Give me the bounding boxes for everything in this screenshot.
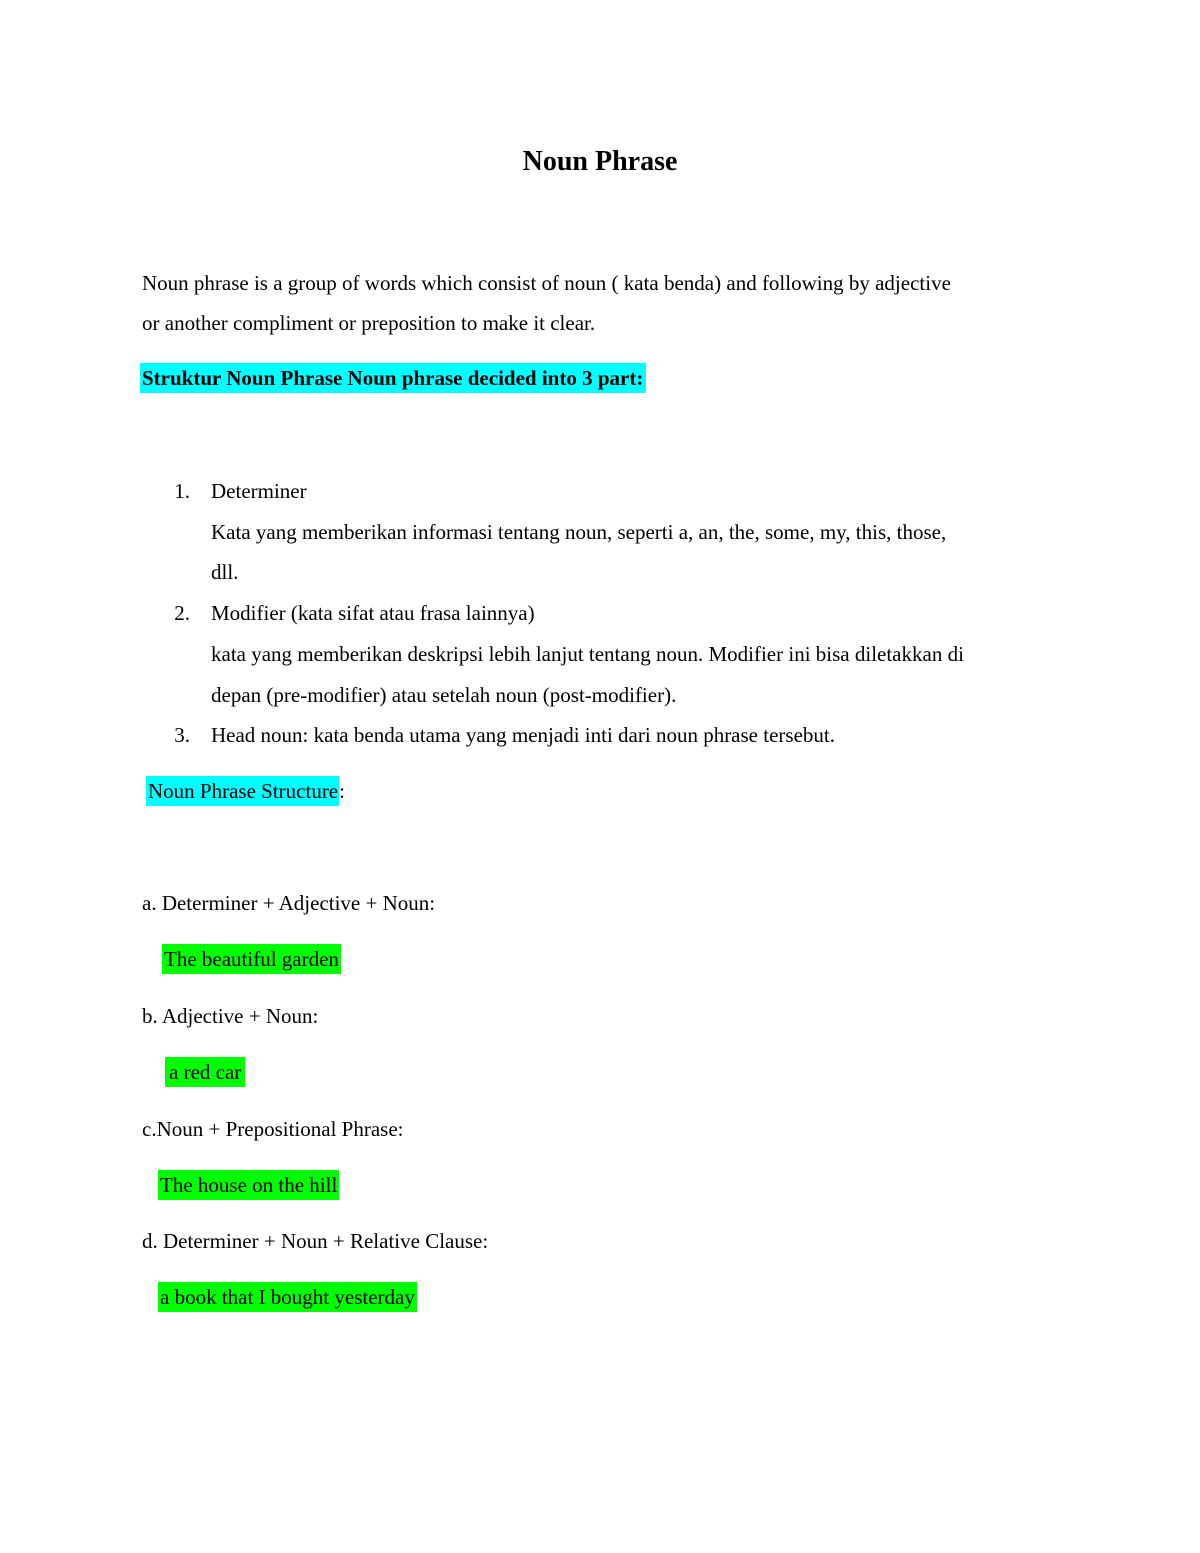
intro-line-2: or another compliment or preposition to make it clear. <box>142 311 596 335</box>
section2-heading-colon: : <box>339 779 345 803</box>
list-item-2-desc-1: kata yang memberikan deskripsi lebih lanjut tentang noun. Modifier ini bisa diletakkan di <box>211 642 964 666</box>
section-heading-structure <box>140 364 646 392</box>
page-title: Noun Phrase <box>522 146 678 177</box>
pattern-d-example <box>158 1283 417 1311</box>
example-text: The beautiful garden <box>162 944 341 974</box>
pattern-d-label: d. Determiner + Noun + Relative Clause: <box>142 1229 489 1253</box>
pattern-c-example <box>158 1171 339 1199</box>
list-item-3-head: Head noun: kata benda utama yang menjadi inti dari noun phrase tersebut. <box>211 723 835 747</box>
intro-line-1: Noun phrase is a group of words which consist of noun ( kata benda) and following by adjective <box>142 271 951 295</box>
list-item-1-desc-2: dll. <box>211 560 239 584</box>
pattern-b-example <box>165 1058 245 1086</box>
pattern-a-label: a. Determiner + Adjective + Noun: <box>142 891 436 915</box>
section2-heading-text: Noun Phrase Structure <box>146 776 339 806</box>
list-item-1-desc-1: Kata yang memberikan informasi tentang noun, seperti a, an, the, some, my, this, those, <box>211 520 947 544</box>
example-text: The house on the hill <box>158 1170 339 1200</box>
list-item-1-head: Determiner <box>211 479 307 503</box>
list-item-2-head: Modifier (kata sifat atau frasa lainnya) <box>211 601 535 625</box>
pattern-a-example <box>162 945 341 973</box>
list-item-2-desc-2: depan (pre-modifier) atau setelah noun (post-modifier). <box>211 683 677 707</box>
example-text: a red car <box>165 1057 245 1087</box>
list-number: 2. <box>174 601 190 625</box>
list-number: 3. <box>174 723 190 747</box>
pattern-b-label: b. Adjective + Noun: <box>142 1004 319 1028</box>
pattern-c-label: c.Noun + Prepositional Phrase: <box>142 1117 404 1141</box>
list-number: 1. <box>174 479 190 503</box>
section-heading-text: Struktur Noun Phrase Noun phrase decided into 3 part: <box>140 363 646 393</box>
section-heading-noun-phrase-structure <box>146 777 345 805</box>
example-text: a book that I bought yesterday <box>158 1282 417 1312</box>
